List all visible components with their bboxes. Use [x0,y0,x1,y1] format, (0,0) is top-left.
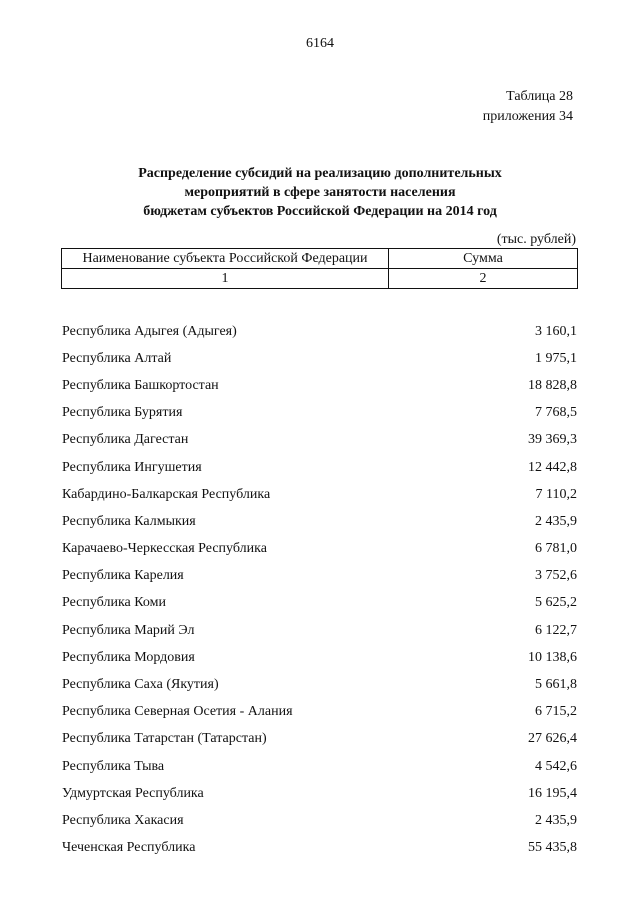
amount-value: 55 435,8 [528,840,577,856]
amount-value: 3 160,1 [535,323,577,339]
table-row [62,536,577,563]
region-name: Республика Коми [62,595,166,611]
region-name: Кабардино-Балкарская Республика [62,486,271,502]
amount-value: 5 625,2 [535,595,577,611]
table-row [62,753,577,780]
table-body [62,318,577,862]
amount-value: 6 781,0 [535,541,577,557]
column-number-1: 1 [62,269,389,289]
header-row [62,249,578,269]
amount-value: 7 110,2 [535,486,577,502]
column-header-name: Наименование субъекта Российской Федерации [62,249,389,269]
amount-value: 3 752,6 [535,568,577,584]
region-name: Республика Тыва [62,758,165,774]
amount-value: 2 435,9 [535,812,577,828]
title-line-2: мероприятий в сфере занятости населения [184,185,456,200]
table-row [62,590,577,617]
amount-value: 39 369,3 [528,432,577,448]
amount-value: 18 828,8 [528,377,577,393]
amount-value: 4 542,6 [535,758,577,774]
amount-value: 12 442,8 [528,459,577,475]
region-name: Республика Татарстан (Татарстан) [62,731,267,747]
amount-value: 5 661,8 [535,677,577,693]
amount-value: 6 715,2 [535,704,577,720]
column-number-2: 2 [389,269,578,289]
amount-value: 2 435,9 [535,513,577,529]
table-row [62,671,577,698]
amount-value: 10 138,6 [528,649,577,665]
table-row [62,835,577,862]
table-number: Таблица 28 [506,89,573,104]
title-line-1: Распределение субсидий на реализацию дополнительных [138,166,502,181]
region-name: Республика Мордовия [62,649,195,665]
document-title [0,164,640,221]
amount-value: 1 975,1 [535,350,577,366]
region-name: Республика Северная Осетия - Алания [62,704,293,720]
table-row [62,617,577,644]
table-row [62,726,577,753]
region-name: Республика Марий Эл [62,622,195,638]
region-name: Карачаево-Черкесская Республика [62,541,267,557]
amount-value: 27 626,4 [528,731,577,747]
region-name: Чеченская Республика [62,840,196,856]
region-name: Республика Ингушетия [62,459,202,475]
column-header-sum: Сумма [389,249,578,269]
appendix-reference: приложения 34 [482,109,573,124]
table-row [62,481,577,508]
region-name: Республика Карелия [62,568,184,584]
region-name: Удмуртская Республика [62,785,204,801]
amount-value: 16 195,4 [528,785,577,801]
page-number: 6164 [306,36,334,51]
region-name: Республика Башкортостан [62,377,219,393]
region-name: Республика Саха (Якутия) [62,677,219,693]
region-name: Республика Дагестан [62,432,189,448]
region-name: Республика Бурятия [62,405,183,421]
table-row [62,345,577,372]
table-row [62,318,577,345]
region-name: Республика Алтай [62,350,172,366]
units-label: (тыс. рублей) [496,232,576,247]
region-name: Республика Адыгея (Адыгея) [62,323,237,339]
region-name: Республика Калмыкия [62,513,196,529]
amount-value: 7 768,5 [535,405,577,421]
table-row [62,508,577,535]
table-row [62,400,577,427]
table-row [62,780,577,807]
table-row [62,644,577,671]
column-number-row [62,269,578,289]
table-row [62,454,577,481]
region-name: Республика Хакасия [62,812,184,828]
table-row [62,699,577,726]
title-line-3: бюджетам субъектов Российской Федерации на 2014 год [143,204,497,219]
amount-value: 6 122,7 [535,622,577,638]
table-header [61,248,578,289]
table-row [62,563,577,590]
table-row [62,427,577,454]
table-row [62,807,577,834]
table-row [62,372,577,399]
